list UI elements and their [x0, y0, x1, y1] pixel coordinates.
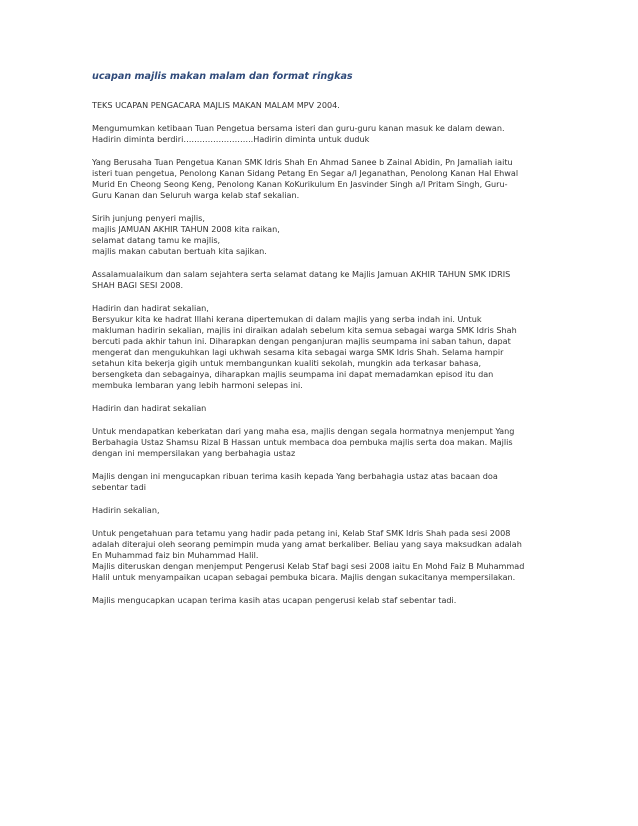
paragraph [92, 100, 547, 111]
paragraph-line: Mengumumkan ketibaan Tuan Pengetua bersama isteri dan guru-guru kanan masuk ke dalam dewan. [92, 123, 505, 133]
paragraph [92, 303, 547, 391]
paragraph-line: Assalamualaikum dan salam sejahtera serta selamat datang ke Majlis Jamuan AKHIR TAHUN SMK IDRIS [92, 269, 511, 279]
paragraph-line: dengan ini mempersilakan yang berbahagia ustaz [92, 448, 296, 458]
paragraph [92, 157, 547, 201]
paragraph-line: SHAH BAGI SESI 2008. [92, 280, 184, 290]
paragraph-line: Majlis dengan ini mengucapkan ribuan terima kasih kepada Yang berbahagia ustaz atas bacaan doa [92, 471, 498, 481]
paragraph-line: adalah diterajui oleh seorang pemimpin muda yang amat berkaliber. Beliau yang saya maksudkan adalah [92, 539, 522, 549]
paragraph [92, 213, 547, 257]
paragraph-line: selamat datang tamu ke majlis, [92, 235, 221, 245]
paragraph-line: Hadirin sekalian, [92, 505, 160, 515]
paragraph [92, 426, 547, 459]
paragraph-line: makluman hadirin sekalian, majlis ini diraikan adalah sebelum kita semua sebagai warga SMK Idris Shah [92, 325, 517, 335]
paragraph [92, 505, 547, 516]
paragraph [92, 595, 547, 606]
paragraph-line: Bersyukur kita ke hadrat Illahi kerana dipertemukan di dalam majlis yang serba indah ini. Untuk [92, 314, 482, 324]
paragraph [92, 403, 547, 414]
paragraph [92, 123, 547, 145]
paragraph-line: TEKS UCAPAN PENGACARA MAJLIS MAKAN MALAM MPV 2004. [92, 100, 340, 110]
paragraph-line: Majlis mengucapkan ucapan terima kasih atas ucapan pengerusi kelab staf sebentar tadi. [92, 595, 457, 605]
paragraph-line: setahun kita bekerja gigih untuk membangunkan kualiti sekolah, mungkin ada terkasar bahasa, [92, 358, 482, 368]
paragraph-line: Berbahagia Ustaz Shamsu Rizal B Hassan untuk membaca doa pembuka majlis serta doa makan. Majlis [92, 437, 513, 447]
paragraph-line: Hadirin dan hadirat sekalian, [92, 303, 209, 313]
document-page [92, 70, 547, 618]
paragraph-line: bersengketa dan sebagainya, diharapkan majlis seumpama ini dapat memadamkan episod itu dan [92, 369, 494, 379]
paragraph-line: En Muhammad faiz bin Muhammad Halil. [92, 550, 259, 560]
paragraph-line: Guru Kanan dan Seluruh warga kelab staf sekalian. [92, 190, 300, 200]
paragraph-line: sebentar tadi [92, 482, 146, 492]
paragraph-line: Untuk mendapatkan keberkatan dari yang maha esa, majlis dengan segala hormatnya menjemput Yang [92, 426, 515, 436]
paragraph-line: Hadirin diminta berdiri……………………..Hadirin diminta untuk duduk [92, 134, 370, 144]
paragraph-line: Hadirin dan hadirat sekalian [92, 403, 207, 413]
document-body [92, 100, 547, 606]
paragraph-line: Majlis diteruskan dengan menjemput Pengerusi Kelab Staf bagi sesi 2008 iaitu En Mohd Faiz B Muhammad [92, 561, 525, 571]
paragraph-line: isteri tuan pengetua, Penolong Kanan Sidang Petang En Segar a/l Jeganathan, Penolong Kanan Hal Ehwal [92, 168, 519, 178]
paragraph-line: Yang Berusaha Tuan Pengetua Kanan SMK Idris Shah En Ahmad Sanee b Zainal Abidin, Pn Jamaliah iaitu [92, 157, 513, 167]
paragraph-line: Sirih junjung penyeri majlis, [92, 213, 205, 223]
paragraph-line: Murid En Cheong Seong Keng, Penolong Kanan KoKurikulum En Jasvinder Singh a/l Pritam Singh, Guru- [92, 179, 508, 189]
paragraph-line: Untuk pengetahuan para tetamu yang hadir pada petang ini, Kelab Staf SMK Idris Shah pada sesi 2008 [92, 528, 511, 538]
paragraph [92, 528, 547, 583]
paragraph-line: Halil untuk menyampaikan ucapan sebagai pembuka bicara. Majlis dengan sukacitanya mempersilakan. [92, 572, 516, 582]
paragraph-line: majlis makan cabutan bertuah kita sajikan. [92, 246, 267, 256]
paragraph-line: membuka lembaran yang lebih harmoni selepas ini. [92, 380, 303, 390]
paragraph-line: mengerat dan mengukuhkan lagi ukhwah sesama kita sebagai warga SMK Idris Shah. Selama hampir [92, 347, 504, 357]
paragraph [92, 269, 547, 291]
paragraph [92, 471, 547, 493]
paragraph-line: majlis JAMUAN AKHIR TAHUN 2008 kita raikan, [92, 224, 280, 234]
paragraph-line: bercuti pada akhir tahun ini. Diharapkan dengan penganjuran majlis seumpama ini saban tahun, dapat [92, 336, 511, 346]
document-title: ucapan majlis makan malam dan format ringkas [92, 71, 353, 82]
